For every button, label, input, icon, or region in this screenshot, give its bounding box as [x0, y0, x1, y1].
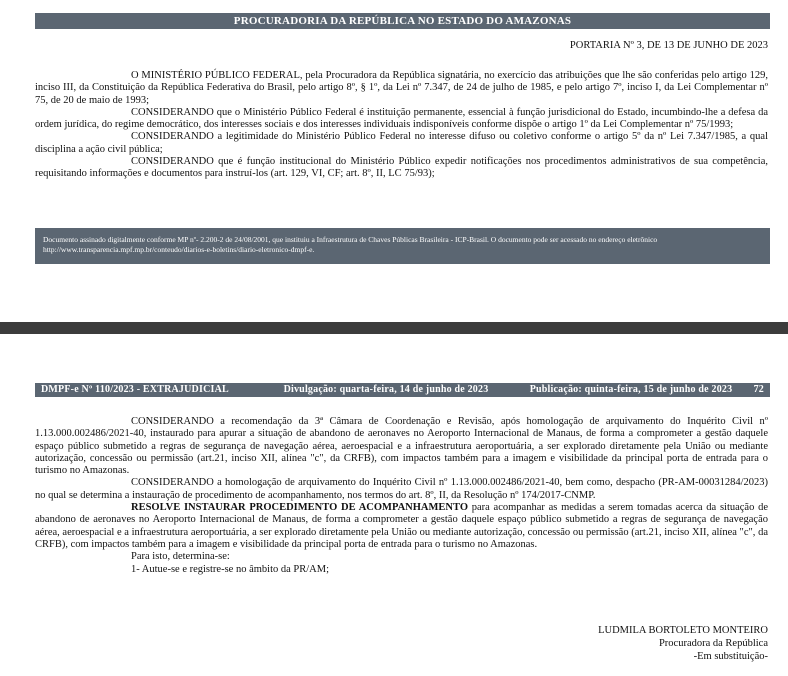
resolution-text: para acompanhar as medidas a serem tomadas acerca da situação de abandono de aeronaves no Aeroporto Internacional de Manaus, de forma a comprometer a gestão daquele espaço público submetido a regras de segurança de navegação aérea, aeroespacial e a infraestrutura aeroportuária, a ser explorado diretamente pela União ou mediante autorização, concessão ou permissão (art.21, inciso XII, alínea "c", da CRFB), com impactos também para a imagem e visibilidade da principal porta de entrada para o turismo no Amazonas. [35, 502, 768, 550]
signature-block [598, 624, 768, 663]
paragraph: CONSIDERANDO a recomendação da 3ª Câmara de Coordenação e Revisão, após homologação de arquivamento do Inquérito Civil nº 1.13.000.002486/2021-40, instaurado para apurar a situação de abandono de aeronaves no Aeroporto Internacional de Manaus, de forma a comprometer a gestão daquele espaço público submetido a regras de segurança de navegação aérea, aeroespacial e a infraestrutura aeroportuária, a ser explorado diretamente pela União ou mediante autorização, concessão ou permissão (art.21, inciso XII, alínea "c", da CRFB), com impactos também para a imagem e visibilidade da principal porta de entrada para o turismo no Amazonas. [35, 416, 768, 477]
digital-signature-notice: Documento assinado digitalmente conforme MP nº- 2.200-2 de 24/08/2001, que instituiu a Infraestrutura de Chaves Públicas Brasileira - ICP-Brasil. O documento pode ser acessado no endereço eletrônico http://www.transparencia.mpf.mp.br/conteudo/diarios-e-boletins/diario-eletronico-dmpf-e. [35, 228, 770, 264]
paragraph: CONSIDERANDO que é função institucional do Ministério Público expedir notificações nos procedimentos administrativos de sua competência, requisitando informações e documentos para instruí-los (art. 129, VI, CF; art. 8º, II, LC 75/93); [35, 156, 768, 180]
paragraph: 1- Autue-se e registre-se no âmbito da PR/AM; [131, 563, 330, 575]
signer-role: Procuradora da República [658, 638, 768, 649]
institution-header: PROCURADORIA DA REPÚBLICA NO ESTADO DO AMAZONAS [35, 13, 770, 29]
paragraph: O MINISTÉRIO PÚBLICO FEDERAL, pela Procuradora da República signatária, no exercício das atribuições que lhe são conferidas pelo artigo 129, inciso III, da Constituição da República Federativa do Brasil, pelo artigo 8º, § 1º, da Lei nº 7.347, de 24 de julho de 1985, e pelo artigo 7º, inciso I, da Lei Complementar nº 75, de 20 de maio de 1993; [35, 70, 768, 106]
portaria-title: PORTARIA Nº 3, DE 13 DE JUNHO DE 2023 [569, 40, 768, 51]
paragraph [35, 502, 768, 551]
signer-note: -Em substituição- [693, 651, 768, 662]
signer-name: LUDMILA BORTOLETO MONTEIRO [598, 625, 768, 636]
publication-date: Publicação: quinta-feira, 15 de junho de 2023 [529, 384, 733, 395]
page-number: 72 [753, 384, 764, 395]
top-body [35, 70, 768, 181]
page-top [0, 0, 788, 322]
journal-header [35, 383, 770, 397]
edition-label: DMPF-e Nº 110/2023 - EXTRAJUDICIAL [41, 384, 229, 395]
page-divider [0, 322, 788, 334]
paragraph: CONSIDERANDO que o Ministério Público Federal é instituição permanente, essencial à função jurisdicional do Estado, incumbindo-lhe a defesa da ordem jurídica, do regime democrático, dos interesses sociais e dos interesses individuais indisponíveis conforme dispõe o artigo 1º da Lei Complementar nº 75/1993; [35, 106, 768, 131]
resolution-heading: RESOLVE INSTAURAR PROCEDIMENTO DE ACOMPANHAMENTO [131, 502, 468, 514]
disclosure-date: Divulgação: quarta-feira, 14 de junho de 2023 [283, 384, 489, 395]
bottom-body [35, 416, 768, 576]
paragraph: CONSIDERANDO a legitimidade do Ministério Público Federal no interesse difuso ou coletivo conforme o artigo 5º da nº Lei 7.347/1985, a qual disciplina a ação civil pública; [35, 131, 768, 155]
paragraph: CONSIDERANDO a homologação de arquivamento do Inquérito Civil nº 1.13.000.002486/2021-40, bem como, despacho (PR-AM-00031284/2023) no qual se determina a instauração de procedimento de acompanhamento, nos termos do art. 8º, II, da Resolução nº 174/2017-CNMP. [35, 477, 768, 501]
page-bottom [0, 334, 788, 676]
paragraph: Para isto, determina-se: [131, 551, 230, 563]
